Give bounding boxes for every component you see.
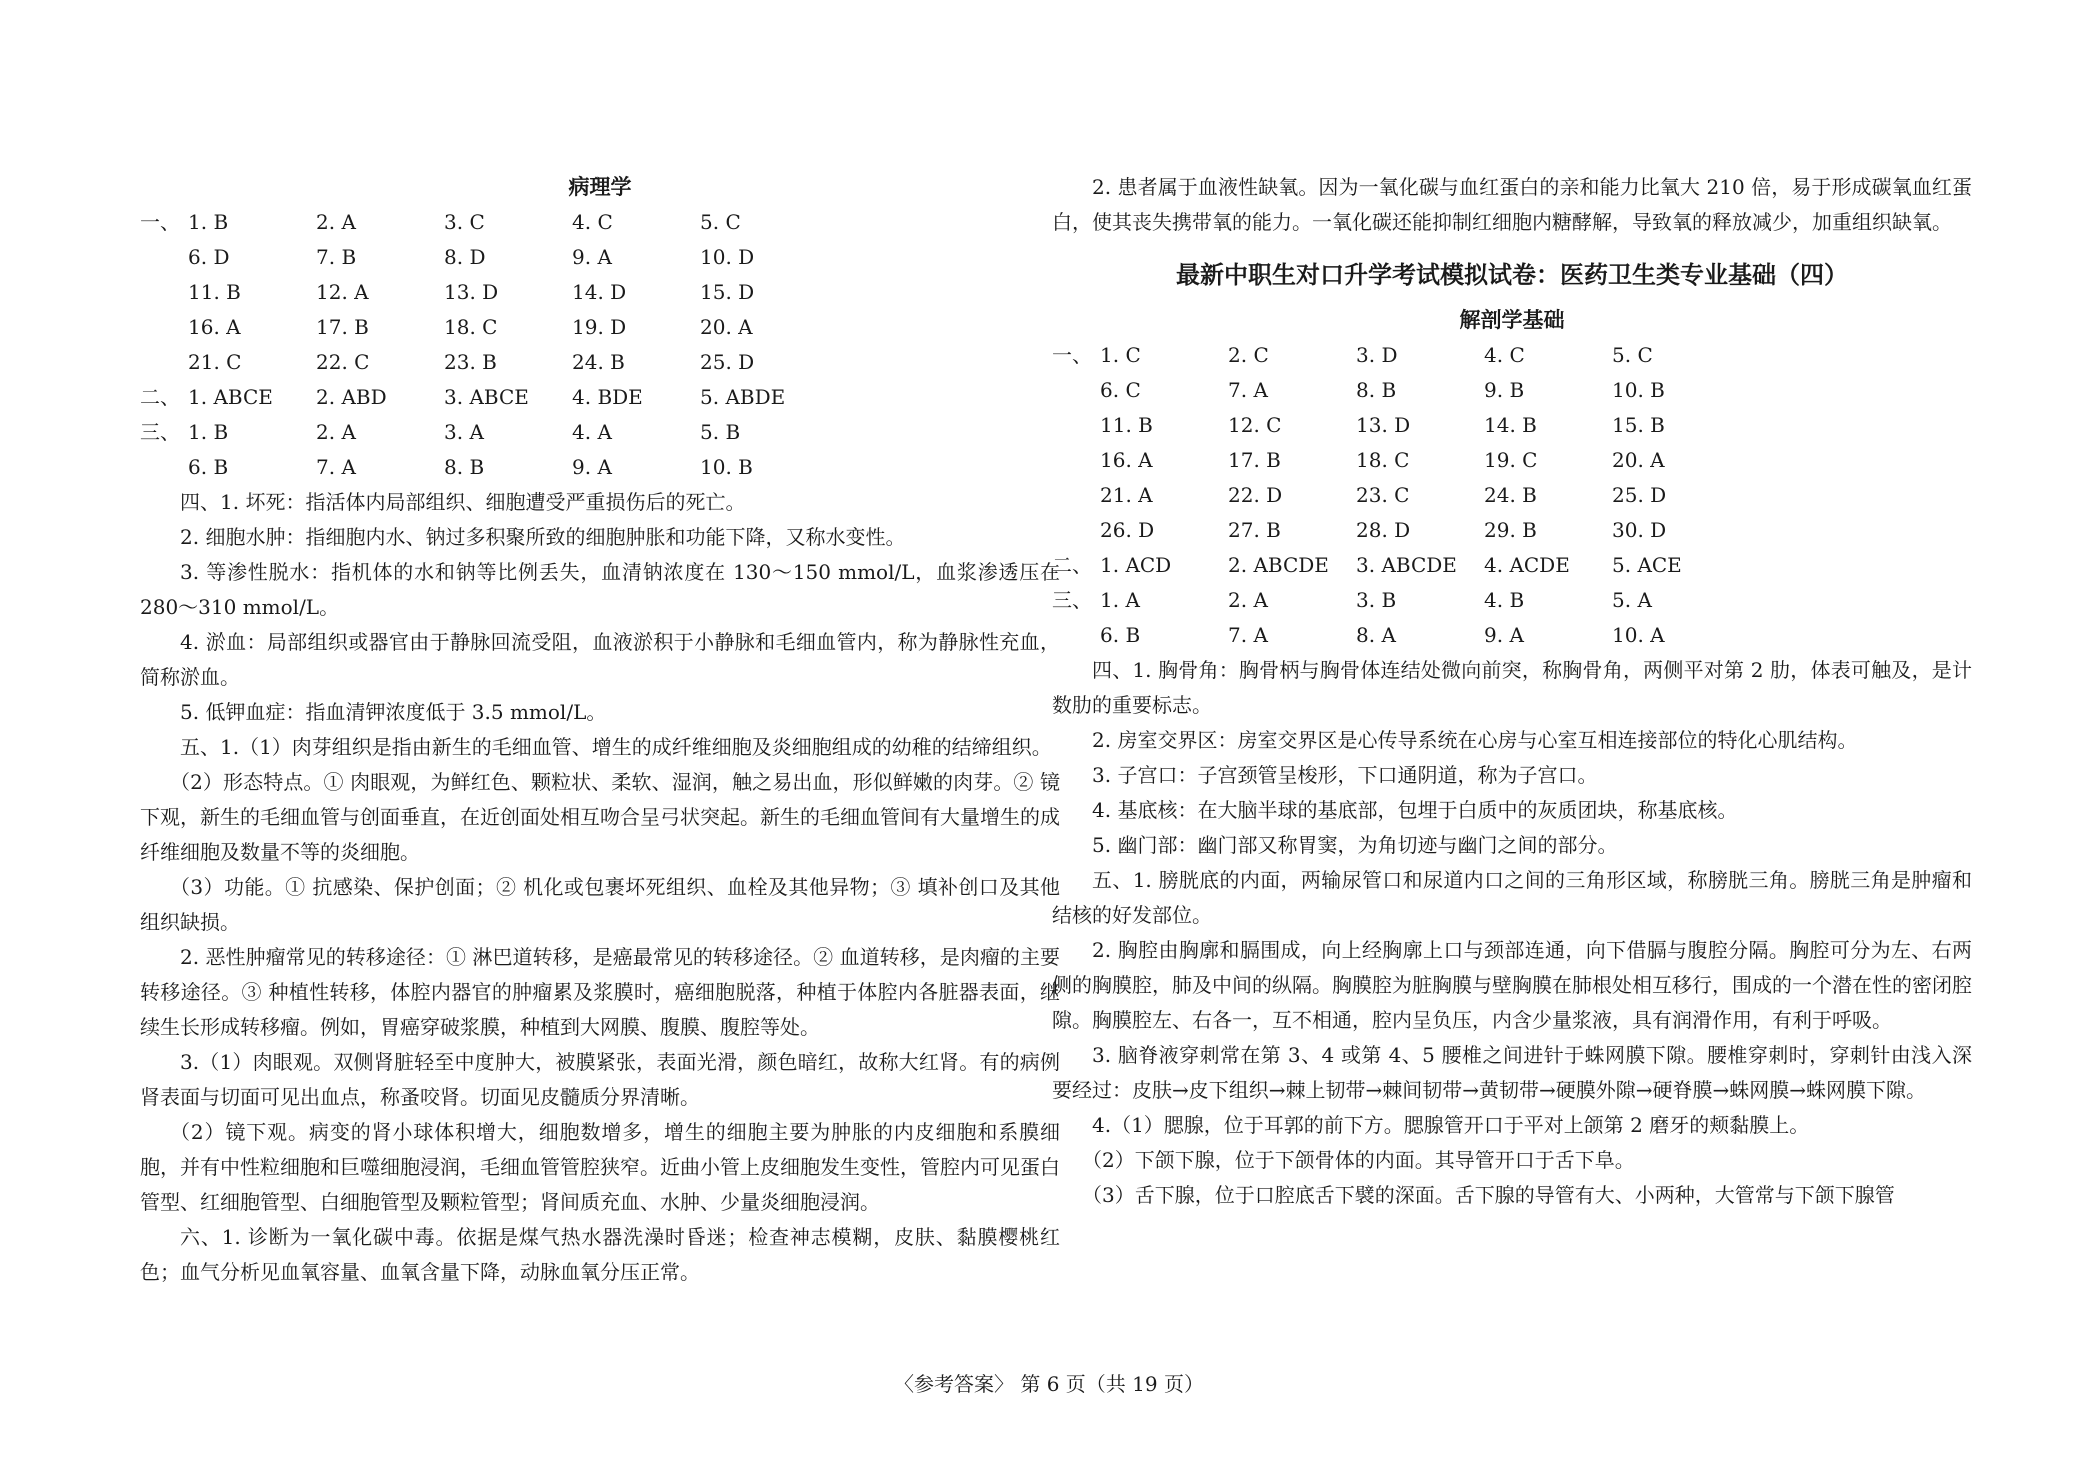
answer-paragraph: （3）功能。① 抗感染、保护创面；② 机化或包裹坏死组织、血栓及其他异物；③ 填补创口及其他组织缺损。 <box>140 875 1060 934</box>
answer-paragraph: 3. 子宫口：子宫颈管呈梭形，下口通阴道，称为子宫口。 <box>1092 763 1598 787</box>
answer-row <box>140 275 1060 310</box>
answer-cell: 1. ABCE <box>188 385 273 409</box>
answer-cell: 4. C <box>572 210 613 234</box>
answer-paragraph: 3.（1）肉眼观。双侧肾脏轻至中度肿大，被膜紧张，表面光滑，颜色暗红，故称大红肾。有的病例肾表面与切面可见出血点，称蚤咬肾。切面见皮髓质分界清晰。 <box>140 1050 1060 1109</box>
answer-cell: 2. A <box>316 420 356 444</box>
answer-paragraph: 六、1. 诊断为一氧化碳中毒。依据是煤气热水器洗澡时昏迷；检查神志模糊，皮肤、黏膜樱桃红色；血气分析见血氧容量、血氧含量下降，动脉血氧分压正常。 <box>140 1225 1060 1284</box>
section-number <box>1052 373 1100 408</box>
answer-cell: 9. A <box>572 455 612 479</box>
answer-paragraph: 2. 细胞水肿：指细胞内水、钠过多积聚所致的细胞肿胀和功能下降，又称水变性。 <box>180 525 906 549</box>
answer-cell: 8. D <box>444 245 486 269</box>
answer-cell: 15. B <box>1612 413 1665 437</box>
answer-paragraph: 4. 基底核：在大脑半球的基底部，包埋于白质中的灰质团块，称基底核。 <box>1092 798 1738 822</box>
answer-cell: 5. ACE <box>1612 553 1682 577</box>
section-number <box>1052 408 1100 443</box>
answer-row <box>1052 478 1972 513</box>
answer-paragraph: 2. 胸腔由胸廓和膈围成，向上经胸廓上口与颈部连通，向下借膈与腹腔分隔。胸腔可分为左、右两侧的胸膜腔，肺及中间的纵隔。胸膜腔为脏胸膜与壁胸膜在肺根处相互移行，围成的一个潜在性的密闭腔隙。胸膜腔左、右各一，互不相通，腔内呈负压，内含少量浆液，具有润滑作用，有利于呼吸。 <box>1052 938 1972 1032</box>
answer-cell: 6. D <box>188 245 230 269</box>
answer-cell: 18. C <box>1356 448 1410 472</box>
answer-cell: 2. A <box>1228 588 1268 612</box>
answer-cell: 1. C <box>1100 343 1141 367</box>
right-column <box>1052 170 1972 1213</box>
answer-grid <box>140 205 1060 485</box>
answer-cell: 2. C <box>1228 343 1269 367</box>
answer-cell: 25. D <box>700 350 755 374</box>
answer-paragraph: 四、1. 胸骨角：胸骨柄与胸骨体连结处微向前突，称胸骨角，两侧平对第 2 肋，体表可触及，是计数肋的重要标志。 <box>1052 658 1972 717</box>
answer-cell: 9. A <box>572 245 612 269</box>
answer-paragraphs <box>140 485 1060 1290</box>
section-number: 一、 <box>1052 343 1092 367</box>
answer-cell: 24. B <box>1484 483 1537 507</box>
page-footer: 〈参考答案〉 第 6 页（共 19 页） <box>894 1372 1204 1396</box>
answer-cell: 1. B <box>188 210 229 234</box>
answer-cell: 10. A <box>1612 623 1665 647</box>
answer-cell: 6. C <box>1100 378 1141 402</box>
answer-grid <box>1052 338 1972 653</box>
answer-paragraphs <box>1052 653 1972 1213</box>
section-number: 一、 <box>140 210 180 234</box>
answer-row <box>140 310 1060 345</box>
answer-cell: 22. D <box>1228 483 1283 507</box>
answer-paragraph: 4.（1）腮腺，位于耳郭的前下方。腮腺管开口于平对上颌第 2 磨牙的颊黏膜上。 <box>1092 1113 1810 1137</box>
answer-cell: 11. B <box>1100 413 1153 437</box>
answer-cell: 14. D <box>572 280 627 304</box>
left-column <box>140 170 1060 1290</box>
section-number <box>140 345 188 380</box>
answer-cell: 3. C <box>444 210 485 234</box>
answer-paragraph: 2. 恶性肿瘤常见的转移途径：① 淋巴道转移，是癌最常见的转移途径。② 血道转移，是肉瘤的主要转移途径。③ 种植性转移，体腔内器官的肿瘤累及浆膜时，癌细胞脱落，种植于体腔内各脏器表面，继续生长形成转移瘤。例如，胃癌穿破浆膜，种植到大网膜、腹膜、腹腔等处。 <box>140 945 1060 1039</box>
answer-cell: 3. ABCDE <box>1356 553 1457 577</box>
answer-paragraph: 5. 低钾血症：指血清钾浓度低于 3.5 mmol/L。 <box>180 700 607 724</box>
answer-cell: 3. A <box>444 420 484 444</box>
answer-cell: 7. B <box>316 245 357 269</box>
answer-cell: 19. C <box>1484 448 1538 472</box>
answer-cell: 5. C <box>700 210 741 234</box>
answer-cell: 2. ABCDE <box>1228 553 1329 577</box>
answer-cell: 5. A <box>1612 588 1652 612</box>
answer-paragraph: 五、1. 膀胱底的内面，两输尿管口和尿道内口之间的三角形区域，称膀胱三角。膀胱三角是肿瘤和结核的好发部位。 <box>1052 868 1972 927</box>
answer-paragraph: （2）下颌下腺，位于下颌骨体的内面。其导管开口于舌下阜。 <box>1082 1148 1635 1172</box>
answer-cell: 10. B <box>700 455 753 479</box>
answer-cell: 29. B <box>1484 518 1537 542</box>
answer-cell: 24. B <box>572 350 625 374</box>
answer-cell: 7. A <box>316 455 356 479</box>
section-number: 三、 <box>1052 588 1092 612</box>
answer-cell: 3. D <box>1356 343 1398 367</box>
answer-cell: 19. D <box>572 315 627 339</box>
answer-cell: 12. C <box>1228 413 1282 437</box>
answer-cell: 27. B <box>1228 518 1281 542</box>
answer-row <box>1052 408 1972 443</box>
answer-cell: 1. B <box>188 420 229 444</box>
answer-cell: 6. B <box>188 455 229 479</box>
answer-cell: 9. A <box>1484 623 1524 647</box>
answer-row <box>1052 548 1972 583</box>
answer-cell: 14. B <box>1484 413 1537 437</box>
answer-cell: 7. A <box>1228 623 1268 647</box>
answer-row <box>140 205 1060 240</box>
section-number <box>1052 443 1100 478</box>
answer-cell: 8. A <box>1356 623 1396 647</box>
answer-cell: 1. ACD <box>1100 553 1172 577</box>
answer-cell: 17. B <box>1228 448 1281 472</box>
answer-paragraph: 四、1. 坏死：指活体内局部组织、细胞遭受严重损伤后的死亡。 <box>180 490 746 514</box>
answer-cell: 25. D <box>1612 483 1667 507</box>
answer-row <box>140 380 1060 415</box>
answer-paragraph: 2. 房室交界区：房室交界区是心传导系统在心房与心室互相连接部位的特化心肌结构。 <box>1092 728 1858 752</box>
answer-cell: 30. D <box>1612 518 1667 542</box>
answer-cell: 8. B <box>1356 378 1397 402</box>
answer-cell: 3. ABCE <box>444 385 529 409</box>
answer-cell: 16. A <box>1100 448 1153 472</box>
answer-row <box>1052 338 1972 373</box>
answer-row <box>140 415 1060 450</box>
exam-title: 最新中职生对口升学考试模拟试卷：医药卫生类专业基础（四） <box>1176 261 1848 289</box>
answer-cell: 13. D <box>444 280 499 304</box>
answer-row <box>140 450 1060 485</box>
answer-row <box>1052 513 1972 548</box>
answer-row <box>1052 618 1972 653</box>
answer-cell: 22. C <box>316 350 370 374</box>
answer-row <box>1052 373 1972 408</box>
answer-row <box>140 240 1060 275</box>
answer-paragraph: （2）镜下观。病变的肾小球体积增大，细胞数增多，增生的细胞主要为肿胀的内皮细胞和系膜细胞，并有中性粒细胞和巨噬细胞浸润，毛细血管管腔狭窄。近曲小管上皮细胞发生变性，管腔内可见蛋白管型、红细胞管型、白细胞管型及颗粒管型；肾间质充血、水肿、少量炎细胞浸润。 <box>140 1120 1060 1214</box>
answer-cell: 23. C <box>1356 483 1410 507</box>
answer-cell: 26. D <box>1100 518 1155 542</box>
answer-cell: 21. C <box>188 350 242 374</box>
answer-row <box>1052 443 1972 478</box>
answer-cell: 13. D <box>1356 413 1411 437</box>
answer-cell: 10. D <box>700 245 755 269</box>
answer-cell: 2. A <box>316 210 356 234</box>
section-number <box>1052 513 1100 548</box>
section-number <box>1052 478 1100 513</box>
answer-cell: 5. C <box>1612 343 1653 367</box>
answer-cell: 15. D <box>700 280 755 304</box>
answer-paragraph: 五、1.（1）肉芽组织是指由新生的毛细血管、增生的成纤维细胞及炎细胞组成的幼稚的结缔组织。 <box>180 735 1052 759</box>
section-number <box>140 275 188 310</box>
answer-cell: 4. ACDE <box>1484 553 1570 577</box>
answer-cell: 9. B <box>1484 378 1525 402</box>
answer-paragraph: （3）舌下腺，位于口腔底舌下襞的深面。舌下腺的导管有大、小两种，大管常与下颌下腺管 <box>1082 1183 1895 1207</box>
answer-cell: 21. A <box>1100 483 1153 507</box>
intro-paragraph: 2. 患者属于血液性缺氧。因为一氧化碳与血红蛋白的亲和能力比氧大 210 倍，易于形成碳氧血红蛋白，使其丧失携带氧的能力。一氧化碳还能抑制红细胞内糖酵解，导致氧的释放减少，加重组织缺氧。 <box>1052 175 1972 234</box>
section-title: 病理学 <box>568 175 632 199</box>
answer-cell: 5. ABDE <box>700 385 786 409</box>
section-number: 二、 <box>1052 553 1092 577</box>
section-number <box>140 450 188 485</box>
answer-paragraph: （2）形态特点。① 肉眼观，为鲜红色、颗粒状、柔软、湿润，触之易出血，形似鲜嫩的肉芽。② 镜下观，新生的毛细血管与创面垂直，在近创面处相互吻合呈弓状突起。新生的毛细血管间有大量增生的成纤维细胞及数量不等的炎细胞。 <box>140 770 1060 864</box>
section-number: 三、 <box>140 420 180 444</box>
answer-cell: 4. B <box>1484 588 1525 612</box>
answer-cell: 3. B <box>1356 588 1397 612</box>
answer-paragraph: 4. 淤血：局部组织或器官由于静脉回流受阻，血液淤积于小静脉和毛细血管内，称为静脉性充血，简称淤血。 <box>140 630 1060 689</box>
answer-cell: 5. B <box>700 420 741 444</box>
section-number <box>140 240 188 275</box>
answer-cell: 4. C <box>1484 343 1525 367</box>
section-number <box>140 310 188 345</box>
answer-cell: 17. B <box>316 315 369 339</box>
answer-row <box>1052 583 1972 618</box>
answer-cell: 20. A <box>700 315 753 339</box>
answer-cell: 7. A <box>1228 378 1268 402</box>
answer-cell: 8. B <box>444 455 485 479</box>
answer-cell: 6. B <box>1100 623 1141 647</box>
answer-cell: 4. A <box>572 420 612 444</box>
answer-cell: 2. ABD <box>316 385 387 409</box>
answer-cell: 18. C <box>444 315 498 339</box>
answer-cell: 12. A <box>316 280 369 304</box>
answer-cell: 11. B <box>188 280 241 304</box>
section-number: 二、 <box>140 385 180 409</box>
section-number <box>1052 618 1100 653</box>
answer-paragraph: 3. 等渗性脱水：指机体的水和钠等比例丢失，血清钠浓度在 130～150 mmol/L，血浆渗透压在 280～310 mmol/L。 <box>140 560 1060 619</box>
answer-cell: 28. D <box>1356 518 1411 542</box>
answer-cell: 10. B <box>1612 378 1665 402</box>
answer-paragraph: 3. 脑脊液穿刺常在第 3、4 或第 4、5 腰椎之间进针于蛛网膜下隙。腰椎穿刺时，穿刺针由浅入深要经过：皮肤→皮下组织→棘上韧带→棘间韧带→黄韧带→硬膜外隙→硬脊膜→蛛网膜→蛛网膜下隙。 <box>1052 1043 1972 1102</box>
answer-row <box>140 345 1060 380</box>
section-title: 解剖学基础 <box>1459 308 1565 332</box>
answer-cell: 1. A <box>1100 588 1140 612</box>
answer-cell: 16. A <box>188 315 241 339</box>
answer-cell: 23. B <box>444 350 497 374</box>
answer-cell: 4. BDE <box>572 385 643 409</box>
answer-paragraph: 5. 幽门部：幽门部又称胃窦，为角切迹与幽门之间的部分。 <box>1092 833 1618 857</box>
answer-cell: 20. A <box>1612 448 1665 472</box>
